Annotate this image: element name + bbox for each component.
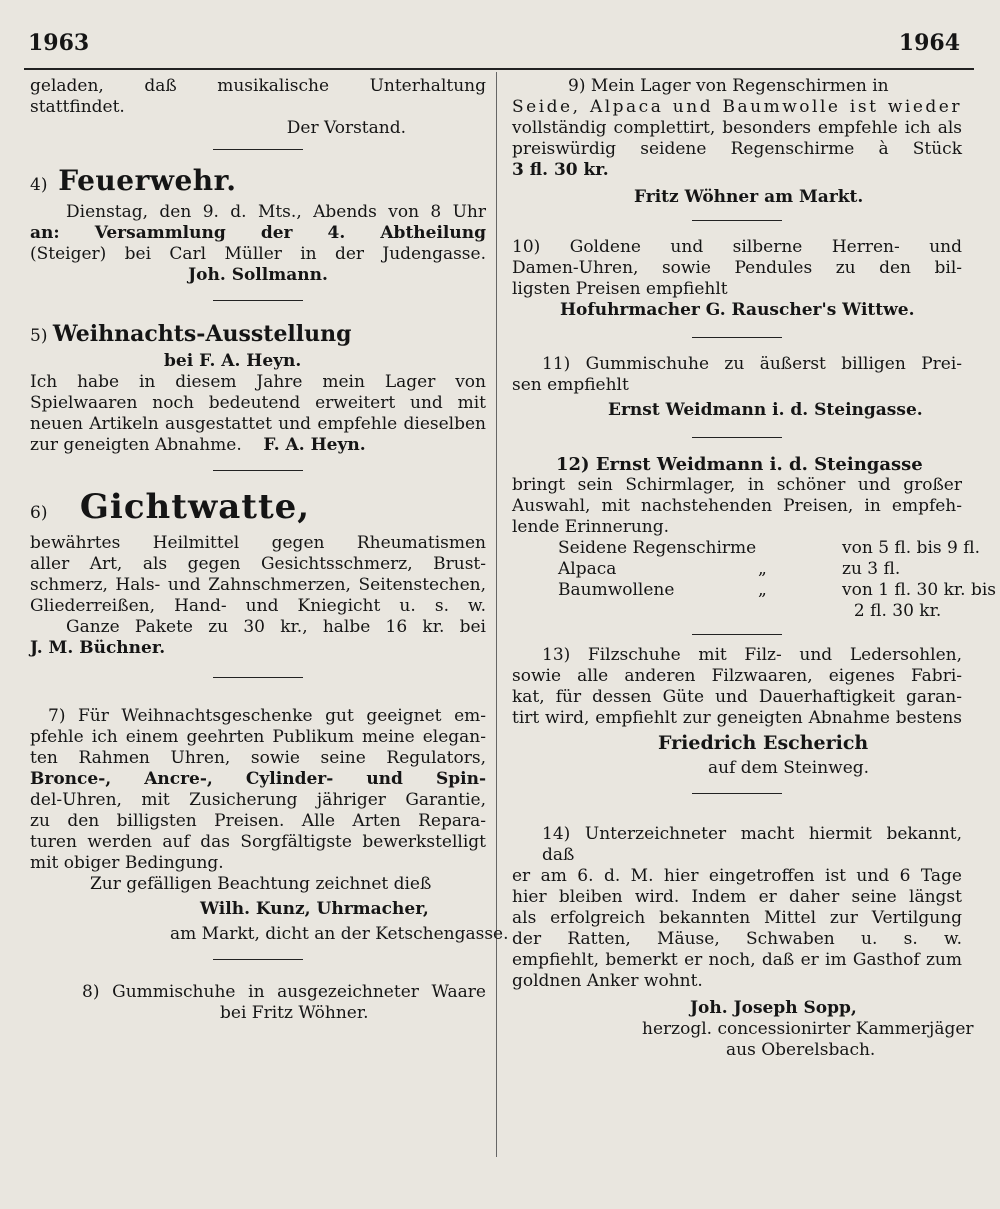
divider-rule — [213, 959, 303, 960]
signature: Hofuhrmacher G. Rauscher's Wittwe. — [560, 300, 915, 320]
signature: F. A. Heyn. — [263, 435, 366, 455]
right-column — [512, 76, 997, 1061]
text-line: ten Rahmen Uhren, sowie seine Regulators, — [30, 748, 486, 768]
text-line: 10) Goldene und silberne Herren- und — [512, 237, 962, 257]
address: auf dem Steinweg. — [708, 758, 870, 778]
ad-10-uhren — [512, 237, 962, 321]
text-line: 9) Mein Lager von Regenschirmen in — [568, 76, 889, 96]
left-column — [30, 76, 509, 1024]
page-number-left: 1963 — [28, 30, 90, 56]
text-line: pfehle ich einem geehrten Publikum meine elegan- — [30, 727, 486, 747]
text-line: Dienstag, den 9. d. Mts., Abends von 8 Uhr — [66, 202, 486, 222]
divider-rule — [692, 337, 782, 338]
divider-rule — [213, 677, 303, 678]
ad-13-filzschuhe — [512, 645, 962, 779]
text-line: aller Art, als gegen Gesichtsschmerz, Brust- — [30, 554, 486, 574]
divider-rule — [692, 793, 782, 794]
divider-rule — [213, 149, 303, 150]
ad-11-gummischuhe — [512, 354, 962, 421]
signature: Wilh. Kunz, Uhrmacher, — [200, 899, 429, 919]
divider-rule — [692, 437, 782, 438]
ad-9-regenschirme — [512, 76, 962, 208]
text-line: er am 6. d. M. hier eingetroffen ist und 6 Tage — [512, 866, 962, 886]
text-line: mit obiger Bedingung. — [30, 853, 224, 873]
text-line: an: Versammlung der 4. Abtheilung — [30, 223, 486, 243]
text-line: geladen, daß musikalische Unterhaltung — [30, 76, 486, 96]
ad-heading: Weihnachts-Ausstellung — [52, 321, 352, 347]
text-line: preiswürdig seidene Regenschirme à Stück — [512, 139, 962, 159]
text-line: sowie alle anderen Filzwaaren, eigenes Fabri- — [512, 666, 962, 686]
divider-rule — [692, 220, 782, 221]
signature: Friedrich Escherich — [658, 732, 869, 754]
text-line: turen werden auf das Sorgfältigste bewerkstelligt — [30, 832, 486, 852]
ad-5-weihnachts-ausstellung — [30, 319, 486, 456]
ad-6-gichtwatte — [30, 487, 486, 659]
ad-heading: Gichtwatte, — [79, 487, 311, 527]
text-line: goldnen Anker wohnt. — [512, 971, 703, 991]
signature-title: herzogl. concessionirter Kammerjäger — [642, 1019, 974, 1039]
address: am Markt, dicht an der Ketschengasse. — [170, 924, 509, 944]
text-line: ligsten Preisen empfiehlt — [512, 279, 728, 299]
ad-number: 6) — [30, 503, 48, 523]
page-number-right: 1964 — [898, 30, 960, 56]
text-line: Seide, Alpaca und Baumwolle ist wieder — [512, 97, 962, 117]
price-row: Baumwollene „ von 1 fl. 30 kr. bis — [558, 580, 997, 600]
signature: J. M. Büchner. — [30, 638, 166, 658]
text-line: Ganze Pakete zu 30 kr., halbe 16 kr. bei — [66, 617, 486, 637]
ad-number: 5) — [30, 326, 48, 346]
text-line: hier bleiben wird. Indem er daher seine längst — [512, 887, 962, 907]
text-line: 8) Gummischuhe in ausgezeichneter Waare — [82, 982, 486, 1002]
price-row: 2 fl. 30 kr. — [853, 601, 942, 621]
ad-number: 4) — [30, 175, 48, 195]
text-line: 7) Für Weihnachtsgeschenke gut geeignet em- — [48, 706, 486, 726]
header-rule — [24, 68, 974, 70]
divider-rule — [213, 300, 303, 301]
text-line: kat, für dessen Güte und Dauerhaftigkeit garan- — [512, 687, 962, 707]
text-line: neuen Artikeln ausgestattet und empfehle dieselben — [30, 414, 486, 434]
text-line: Ich habe in diesem Jahre mein Lager von — [30, 372, 486, 392]
text-line: vollständig complettirt, besonders empfehle ich als — [512, 118, 962, 138]
price-table — [512, 538, 997, 622]
ad-heading: 12) Ernst Weidmann i. d. Steingasse — [556, 454, 923, 475]
column-separator — [496, 72, 497, 1157]
divider-rule — [213, 470, 303, 471]
ad-14-kammerjaeger — [512, 824, 974, 1061]
signature: Fritz Wöhner am Markt. — [634, 187, 864, 207]
notice-continuation — [30, 76, 486, 139]
ad-heading: Feuerwehr. — [58, 164, 237, 197]
ad-4-feuerwehr — [30, 164, 486, 286]
text-line: Gliederreißen, Hand- und Kniegicht u. s. w. — [30, 596, 486, 616]
text-line: Spielwaaren noch bedeutend erweitert und mit — [30, 393, 486, 413]
text-line: lende Erinnerung. — [512, 517, 670, 537]
text-line: schmerz, Hals- und Zahnschmerzen, Seitenstechen, — [30, 575, 486, 595]
price-row: Alpaca „ zu 3 fl. — [558, 559, 901, 579]
signature: Ernst Weidmann i. d. Steingasse. — [608, 400, 923, 420]
text-line: sen empfiehlt — [512, 375, 629, 395]
text-line: der Ratten, Mäuse, Schwaben u. s. w. — [512, 929, 962, 949]
text-line: bei Fritz Wöhner. — [220, 1003, 369, 1023]
text-line: als erfolgreich bekannten Mittel zur Vertilgung — [512, 908, 962, 928]
text-line: Zur gefälligen Beachtung zeichnet dieß — [90, 874, 432, 894]
signature-place: aus Oberelsbach. — [726, 1040, 876, 1060]
ad-subheading: bei F. A. Heyn. — [164, 351, 302, 371]
ad-12-schirmlager — [512, 454, 997, 622]
text-line: Auswahl, mit nachstehenden Preisen, in empfeh- — [512, 496, 962, 516]
price-row: Seidene Regenschirme von 5 fl. bis 9 fl. — [558, 538, 980, 558]
text-line: 13) Filzschuhe mit Filz- und Ledersohlen, — [542, 645, 962, 665]
text-line: bewährtes Heilmittel gegen Rheumatismen — [30, 533, 486, 553]
text-line: Bronce-, Ancre-, Cylinder- und Spin- — [30, 769, 486, 789]
text-line: del-Uhren, mit Zusicherung jähriger Garantie, — [30, 790, 486, 810]
text-line: 3 fl. 30 kr. — [512, 160, 609, 180]
ad-8-gummischuhe — [30, 982, 486, 1024]
divider-rule — [692, 634, 782, 635]
text-line: (Steiger) bei Carl Müller in der Judengasse. — [30, 244, 486, 264]
text-line: bringt sein Schirmlager, in schöner und großer — [512, 475, 962, 495]
signature: Joh. Joseph Sopp, — [690, 998, 857, 1018]
ad-7-uhren — [30, 706, 509, 945]
signature: Joh. Sollmann. — [188, 265, 328, 285]
text-line: zu den billigsten Preisen. Alle Arten Repara- — [30, 811, 486, 831]
text-line: Damen-Uhren, sowie Pendules zu den bil- — [512, 258, 962, 278]
text-line: zur geneigten Abnahme. — [30, 435, 242, 455]
text-line: empfiehlt, bemerkt er noch, daß er im Gasthof zum — [512, 950, 962, 970]
text-line: 14) Unterzeichneter macht hiermit bekannt, daß — [542, 824, 962, 865]
signature: Der Vorstand. — [286, 118, 406, 138]
text-line: stattfindet. — [30, 97, 125, 117]
text-line: 11) Gummischuhe zu äußerst billigen Prei- — [542, 354, 962, 374]
text-line: tirt wird, empfiehlt zur geneigten Abnahme bestens — [512, 708, 962, 728]
